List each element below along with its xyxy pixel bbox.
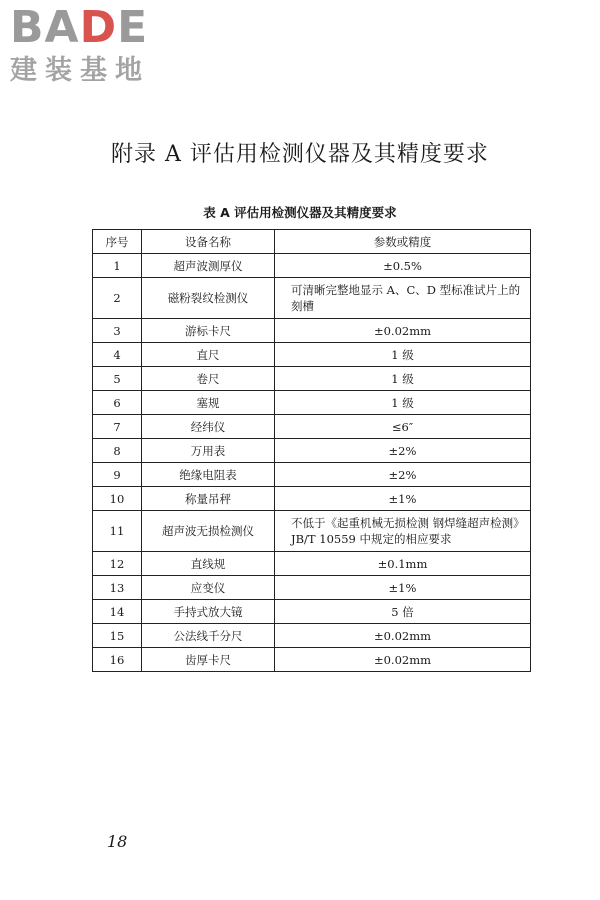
table-row (93, 463, 531, 487)
cell-no: 8 (93, 439, 142, 463)
table-row (93, 552, 531, 576)
cell-spec: ±2% (275, 439, 531, 463)
table-row (93, 487, 531, 511)
cell-spec: 1 级 (275, 343, 531, 367)
table-row (93, 415, 531, 439)
cell-no: 13 (93, 576, 142, 600)
cell-spec: ±1% (275, 487, 531, 511)
cell-device-name: 直尺 (142, 343, 275, 367)
cell-device-name: 万用表 (142, 439, 275, 463)
table-row (93, 367, 531, 391)
cell-device-name: 经纬仪 (142, 415, 275, 439)
cell-device-name: 齿厚卡尺 (142, 648, 275, 672)
cell-no: 15 (93, 624, 142, 648)
cell-device-name: 超声波测厚仪 (142, 254, 275, 278)
header-no: 序号 (93, 230, 142, 254)
cell-spec: 可清晰完整地显示 A、C、D 型标准试片上的刻槽 (275, 278, 531, 319)
header-spec: 参数或精度 (275, 230, 531, 254)
header-device-name: 设备名称 (142, 230, 275, 254)
cell-no: 16 (93, 648, 142, 672)
table-row (93, 391, 531, 415)
cell-device-name: 公法线千分尺 (142, 624, 275, 648)
cell-device-name: 手持式放大镜 (142, 600, 275, 624)
page-number: 18 (107, 832, 128, 851)
cell-no: 11 (93, 511, 142, 552)
cell-device-name: 直线规 (142, 552, 275, 576)
cell-device-name: 绝缘电阻表 (142, 463, 275, 487)
logo-wordmark: BADE (10, 2, 149, 53)
cell-device-name: 卷尺 (142, 367, 275, 391)
cell-spec: 不低于《起重机械无损检测 钢焊缝超声检测》JB/T 10559 中规定的相应要求 (275, 511, 531, 552)
appendix-title: 附录 A 评估用检测仪器及其精度要求 (111, 142, 489, 167)
cell-spec: ≤6″ (275, 415, 531, 439)
logo (10, 4, 180, 88)
cell-spec: 1 级 (275, 367, 531, 391)
cell-no: 6 (93, 391, 142, 415)
cell-no: 14 (93, 600, 142, 624)
table-body (93, 254, 531, 672)
cell-no: 3 (93, 319, 142, 343)
cell-spec: ±0.5% (275, 254, 531, 278)
table-row (93, 576, 531, 600)
table-row (93, 439, 531, 463)
table-row (93, 511, 531, 552)
cell-device-name: 应变仪 (142, 576, 275, 600)
cell-no: 4 (93, 343, 142, 367)
cell-no: 10 (93, 487, 142, 511)
cell-spec: ±0.02mm (275, 648, 531, 672)
cell-spec: ±0.1mm (275, 552, 531, 576)
table-row (93, 319, 531, 343)
instrument-table (92, 229, 531, 672)
table-row (93, 343, 531, 367)
table-row (93, 254, 531, 278)
logo-subtitle: 建装基地 (10, 55, 150, 86)
cell-spec: 5 倍 (275, 600, 531, 624)
cell-no: 12 (93, 552, 142, 576)
table-row (93, 624, 531, 648)
table-row (93, 648, 531, 672)
table-row (93, 278, 531, 319)
cell-device-name: 称量吊秤 (142, 487, 275, 511)
cell-spec: ±0.02mm (275, 624, 531, 648)
cell-spec: ±0.02mm (275, 319, 531, 343)
cell-spec: ±2% (275, 463, 531, 487)
cell-spec: ±1% (275, 576, 531, 600)
cell-no: 5 (93, 367, 142, 391)
cell-no: 2 (93, 278, 142, 319)
table-header-row (93, 230, 531, 254)
cell-no: 9 (93, 463, 142, 487)
cell-device-name: 塞规 (142, 391, 275, 415)
cell-no: 1 (93, 254, 142, 278)
cell-device-name: 磁粉裂纹检测仪 (142, 278, 275, 319)
table-caption: 表 A 评估用检测仪器及其精度要求 (203, 205, 397, 220)
cell-no: 7 (93, 415, 142, 439)
cell-device-name: 游标卡尺 (142, 319, 275, 343)
table-row (93, 600, 531, 624)
cell-spec: 1 级 (275, 391, 531, 415)
cell-device-name: 超声波无损检测仪 (142, 511, 275, 552)
